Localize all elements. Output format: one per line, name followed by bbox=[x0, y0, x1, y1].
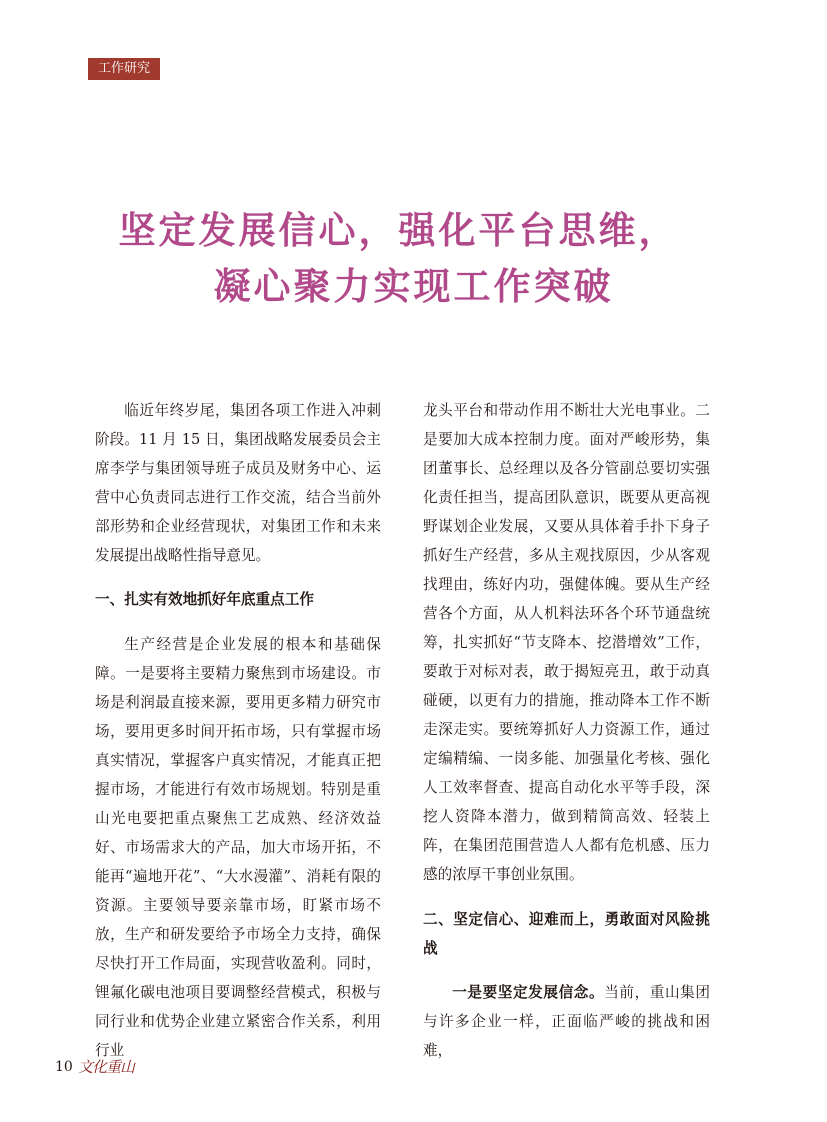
publication-logo: 文化重山 bbox=[78, 1058, 135, 1076]
intro-paragraph: 临近年终岁尾，集团各项工作进入冲刺阶段。11 月 15 日，集团战略发展委员会主席李学与集团领导班子成员及财务中心、运营中心负责同志进行工作交流，结合当前外部形势和企业经营现状，对集团工作和未来发展提出战略性指导意见。 bbox=[95, 402, 381, 564]
section-heading-1: 一、扎实有效地抓好年底重点工作 bbox=[95, 591, 314, 608]
title-line-1: 坚定发展信心，强化平台思维， bbox=[118, 209, 679, 252]
article-title bbox=[0, 203, 827, 315]
page-number: 10 bbox=[55, 1059, 73, 1075]
body-paragraph-2 bbox=[423, 978, 710, 1065]
left-column bbox=[95, 396, 381, 1065]
section-heading-2: 二、坚定信心、迎难而上，勇敢面对风险挑战 bbox=[423, 911, 710, 957]
section-tag: 工作研究 bbox=[88, 58, 160, 80]
title-line-2: 凝心聚力实现工作突破 bbox=[213, 265, 614, 308]
right-column bbox=[423, 396, 710, 1065]
body-paragraph-continued: 龙头平台和带动作用不断壮大光电事业。二是要加大成本控制力度。面对严峻形势，集团董事长、总经理以及各分管副总要切实强化责任担当，提高团队意识，既要从更高视野谋划企业发展，又要从具体着手扑下身子抓好生产经营，多从主观找原因，少从客观找理由，练好内功，强健体魄。要从生产经营各个方面，从人机料法环各个环节通盘统筹，扎实抓好“节支降本、挖潜增效”工作，要敢于对标对表，敢于揭短亮丑，敢于动真碰硬，以更有力的措施，推动降本工作不断走深走实。要统筹抓好人力资源工作，通过定编精编、一岗多能、加强量化考核、强化人工效率督查、提高自动化水平等手段，深挖人资降本潜力，做到精简高效、轻装上阵，在集团范围营造人人都有危机感、压力感的浓厚干事创业氛围。 bbox=[423, 402, 710, 883]
paragraph-lead: 一是要坚定发展信念。 bbox=[452, 984, 605, 1001]
paragraph-text: 当前，重山集团与许多企业一样，正面临严峻的挑战和困难， bbox=[423, 984, 710, 1059]
body-paragraph-1: 生产经营是企业发展的根本和基础保障。一是要将主要精力聚焦到市场建设。市场是利润最直接来源，要用更多精力研究市场，要用更多时间开拓市场，只有掌握市场真实情况，掌握客户真实情况，才能真正把握市场，才能进行有效市场规划。特别是重山光电要把重点聚焦工艺成熟、经济效益好、市场需求大的产品，加大市场开拓，不能再“遍地开花”、“大水漫灌”、消耗有限的资源。主要领导要亲靠市场，盯紧市场不放，生产和研发要给予市场全力支持，确保尽快打开工作局面，实现营收盈利。同时，锂氟化碳电池项目要调整经营模式，积极与同行业和优势企业建立紧密合作关系，利用行业 bbox=[95, 636, 381, 1059]
